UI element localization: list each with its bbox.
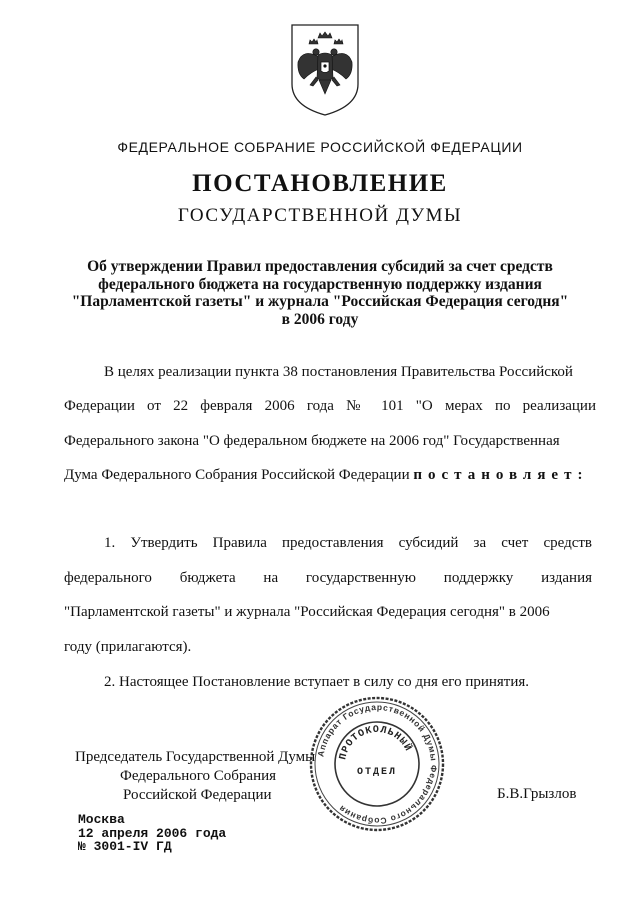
footer-city: Москва: [78, 812, 125, 827]
title-line: в 2006 году: [281, 310, 359, 328]
signatory-role-line: Федерального Собрания: [120, 768, 277, 784]
stamp-inner-top: ПРОТОКОЛЬНЫЙ: [338, 724, 414, 761]
title-line: федерального бюджета на государственную поддержку издания: [98, 275, 542, 293]
round-stamp-icon: [307, 694, 447, 834]
stamp-inner-bottom: ОТДЕЛ: [356, 767, 398, 778]
signatory-name: Б.В.Грызлов: [497, 786, 577, 802]
document-title: [70, 258, 570, 328]
title-line: "Парламентской газеты" и журнала "Российская Федерация сегодня": [71, 293, 569, 310]
organization-heading: ФЕДЕРАЛЬНОЕ СОБРАНИЕ РОССИЙСКОЙ ФЕДЕРАЦИИ: [117, 139, 523, 155]
coat-of-arms-icon: [289, 22, 361, 118]
document-footer: [78, 813, 226, 854]
stamp-ring-text: Аппарат Государственной Думы Федерального Собрания: [315, 701, 440, 827]
document-issuer: ГОСУДАРСТВЕННОЙ ДУМЫ: [177, 205, 463, 226]
svg-text:ПРОТОКОЛЬНЫЙ: [338, 725, 415, 761]
item-1-line: году (прилагаются).: [64, 639, 192, 655]
item-1-line: 1. Утвердить Правила предоставления субсидий за счет средств: [104, 535, 592, 551]
preamble-line: Федерального закона "О федеральном бюджете на 2006 год" Государственная: [64, 433, 560, 449]
title-line: Об утверждении Правил предоставления субсидий за счет средств: [87, 258, 553, 275]
svg-text:Аппарат Государственной Думы Ф: [315, 702, 439, 826]
item-1-line: федерального бюджета на государственную поддержку издания: [64, 570, 592, 586]
item-2: 2. Настоящее Постановление вступает в силу со дня его принятия.: [104, 674, 530, 690]
resolves-keyword: постановляет:: [413, 467, 589, 483]
preamble-subject: Дума Федерального Собрания Российской Федерации: [64, 467, 410, 483]
signatory-role-line: Российской Федерации: [123, 787, 272, 803]
footer-number: № 3001-IV ГД: [78, 839, 172, 854]
signatory-role: [75, 748, 315, 805]
footer-date: 12 апреля 2006 года: [78, 825, 227, 841]
preamble-line: [64, 467, 588, 484]
item-1-line: "Парламентской газеты" и журнала "Российская Федерация сегодня" в 2006: [64, 604, 550, 620]
preamble-line: Федерации от 22 февраля 2006 года № 101 "О мерах по реализации: [64, 398, 596, 414]
signatory-role-line: Председатель Государственной Думы: [75, 749, 316, 765]
document-type: ПОСТАНОВЛЕНИЕ: [192, 170, 448, 197]
preamble-line: В целях реализации пункта 38 постановления Правительства Российской: [104, 364, 573, 380]
